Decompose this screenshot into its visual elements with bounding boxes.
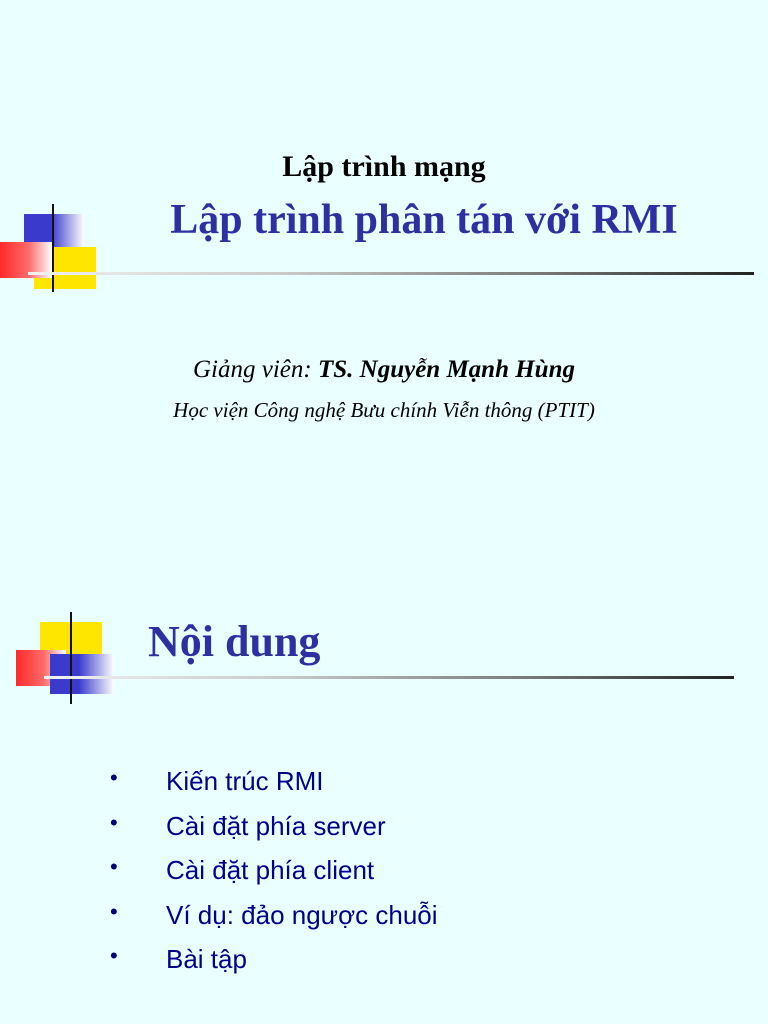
contents-slide [0, 512, 768, 1024]
contents-list [110, 764, 438, 987]
list-item [110, 898, 438, 943]
bullet-icon: • [110, 898, 118, 924]
list-item-text: Cài đặt phía client [166, 855, 375, 885]
section-title: Nội dung [148, 617, 321, 666]
bullet-icon: • [110, 854, 118, 879]
list-item-text: Cài đặt phía server [166, 810, 386, 841]
title-underline [44, 676, 734, 679]
title-underline [28, 272, 754, 275]
bullet-icon: • [110, 809, 118, 835]
decorative-squares-graphic [0, 610, 120, 705]
lecturer-name: TS. Nguyễn Mạnh Hùng [317, 356, 575, 383]
list-item [110, 942, 438, 987]
lecturer-label: Giảng viên: [193, 356, 312, 383]
course-name: Lập trình mạng [282, 150, 486, 183]
list-item [110, 809, 438, 854]
lecturer-line [0, 356, 768, 384]
institute-name: Học viện Công nghệ Bưu chính Viễn thông (PTIT) [173, 398, 595, 422]
slide-title: Lập trình phân tán với RMI [170, 197, 678, 243]
list-item [110, 853, 438, 898]
list-item [110, 764, 438, 809]
list-item-text: Bài tập [166, 944, 247, 974]
list-item-text: Ví dụ: đảo ngược chuỗi [166, 899, 438, 930]
list-item-text: Kiến trúc RMI [166, 766, 324, 796]
bullet-icon: • [110, 943, 118, 968]
bullet-icon: • [110, 765, 118, 790]
